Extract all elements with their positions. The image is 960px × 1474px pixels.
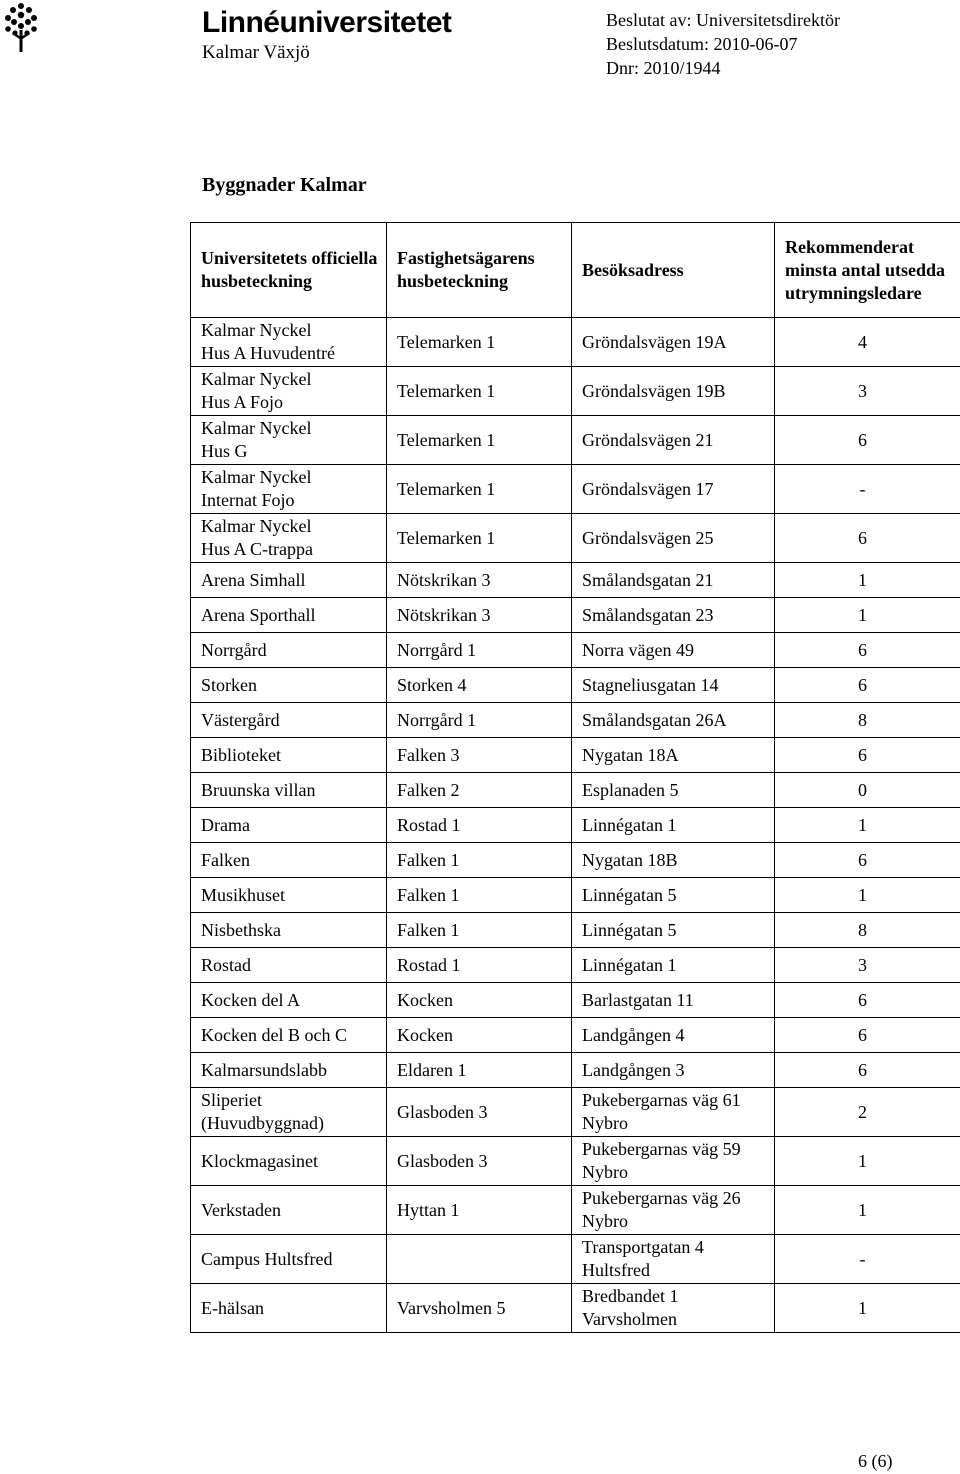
cell-address: Pukebergarnas väg 61 Nybro (572, 1088, 775, 1137)
cell-address: Linnégatan 1 (572, 948, 775, 983)
cell-property: Falken 2 (387, 773, 572, 808)
table-row (191, 1186, 960, 1235)
header-evacuation-leaders: Rekommenderat minsta antal utsedda utrymningsledare (775, 223, 960, 318)
cell-address: Smålandsgatan 23 (572, 598, 775, 633)
cell-count: 3 (775, 367, 960, 416)
cell-property: Telemarken 1 (387, 514, 572, 563)
cell-address: Esplanaden 5 (572, 773, 775, 808)
cell-property: Storken 4 (387, 668, 572, 703)
cell-property: Kocken (387, 983, 572, 1018)
cell-count: 4 (775, 318, 960, 367)
cell-count: 1 (775, 598, 960, 633)
tree-logo-icon (2, 0, 40, 56)
cell-address: Linnégatan 5 (572, 913, 775, 948)
cell-address: Nygatan 18B (572, 843, 775, 878)
cell-property: Glasboden 3 (387, 1137, 572, 1186)
cell-count: 6 (775, 1018, 960, 1053)
cell-count: 1 (775, 1284, 960, 1333)
cell-property: Telemarken 1 (387, 465, 572, 514)
cell-building: Musikhuset (191, 878, 387, 913)
cell-property: Rostad 1 (387, 808, 572, 843)
table-row (191, 563, 960, 598)
cell-property: Telemarken 1 (387, 367, 572, 416)
cell-address: Landgången 4 (572, 1018, 775, 1053)
cell-building: Nisbethska (191, 913, 387, 948)
cell-count: 6 (775, 514, 960, 563)
cell-address: Transportgatan 4 Hultsfred (572, 1235, 775, 1284)
table-row (191, 1053, 960, 1088)
cell-property: Varvsholmen 5 (387, 1284, 572, 1333)
cell-count: 1 (775, 808, 960, 843)
cell-building: Biblioteket (191, 738, 387, 773)
cell-count: 6 (775, 668, 960, 703)
table-row (191, 983, 960, 1018)
table-row (191, 703, 960, 738)
cell-address: Smålandsgatan 21 (572, 563, 775, 598)
cell-address: Pukebergarnas väg 59 Nybro (572, 1137, 775, 1186)
cell-address: Gröndalsvägen 25 (572, 514, 775, 563)
cell-address: Stagneliusgatan 14 (572, 668, 775, 703)
cell-building: Kalmar Nyckel Hus A Huvudentré (191, 318, 387, 367)
cell-count: 1 (775, 563, 960, 598)
cell-property: Telemarken 1 (387, 416, 572, 465)
cell-building: Norrgård (191, 633, 387, 668)
decision-meta (606, 8, 840, 80)
header-visiting-address: Besöksadress (572, 223, 775, 318)
table-row (191, 514, 960, 563)
cell-address: Linnégatan 5 (572, 878, 775, 913)
logo-cities: Kalmar Växjö (202, 42, 310, 63)
page-number: 6 (6) (858, 1451, 893, 1471)
cell-count: 1 (775, 1137, 960, 1186)
cell-property: Norrgård 1 (387, 703, 572, 738)
table-row (191, 808, 960, 843)
cell-building: Kalmar Nyckel Hus G (191, 416, 387, 465)
cell-address: Barlastgatan 11 (572, 983, 775, 1018)
cell-property: Hyttan 1 (387, 1186, 572, 1235)
cell-count: 1 (775, 1186, 960, 1235)
cell-building: Kalmar Nyckel Hus A C-trappa (191, 514, 387, 563)
cell-count: 3 (775, 948, 960, 983)
table-row (191, 1235, 960, 1284)
cell-building: Sliperiet (Huvudbyggnad) (191, 1088, 387, 1137)
cell-count: 6 (775, 843, 960, 878)
cell-count: 6 (775, 983, 960, 1018)
section-title: Byggnader Kalmar (202, 174, 367, 196)
table-row (191, 843, 960, 878)
cell-count: 2 (775, 1088, 960, 1137)
table-row (191, 598, 960, 633)
cell-property: Nötskrikan 3 (387, 563, 572, 598)
cell-property: Falken 3 (387, 738, 572, 773)
cell-building: Falken (191, 843, 387, 878)
cell-building: Bruunska villan (191, 773, 387, 808)
cell-building: Västergård (191, 703, 387, 738)
cell-address: Smålandsgatan 26A (572, 703, 775, 738)
buildings-table (190, 222, 960, 1333)
cell-property (387, 1235, 572, 1284)
decision-date: Beslutsdatum: 2010-06-07 (606, 34, 798, 54)
cell-property: Nötskrikan 3 (387, 598, 572, 633)
logo-name: Linnéuniversitetet (202, 6, 452, 39)
header-official-building-id: Universitetets officiella husbeteckning (191, 223, 387, 318)
cell-count: 6 (775, 738, 960, 773)
table-row (191, 633, 960, 668)
cell-count: 8 (775, 913, 960, 948)
table-row (191, 1018, 960, 1053)
cell-address: Pukebergarnas väg 26 Nybro (572, 1186, 775, 1235)
cell-building: Drama (191, 808, 387, 843)
cell-property: Rostad 1 (387, 948, 572, 983)
table-row (191, 878, 960, 913)
cell-address: Norra vägen 49 (572, 633, 775, 668)
cell-address: Gröndalsvägen 21 (572, 416, 775, 465)
cell-building: Kalmar Nyckel Hus A Fojo (191, 367, 387, 416)
table-row (191, 367, 960, 416)
cell-address: Gröndalsvägen 19A (572, 318, 775, 367)
cell-address: Linnégatan 1 (572, 808, 775, 843)
cell-property: Telemarken 1 (387, 318, 572, 367)
table-row (191, 668, 960, 703)
table-body (191, 318, 960, 1333)
cell-address: Gröndalsvägen 17 (572, 465, 775, 514)
cell-building: Kocken del A (191, 983, 387, 1018)
cell-building: Arena Sporthall (191, 598, 387, 633)
table-row (191, 1088, 960, 1137)
table-row (191, 948, 960, 983)
table-row (191, 738, 960, 773)
cell-address: Landgången 3 (572, 1053, 775, 1088)
cell-building: Rostad (191, 948, 387, 983)
cell-property: Falken 1 (387, 878, 572, 913)
table-row (191, 913, 960, 948)
cell-property: Kocken (387, 1018, 572, 1053)
cell-building: Arena Simhall (191, 563, 387, 598)
cell-count: - (775, 465, 960, 514)
document-header (0, 0, 960, 90)
cell-property: Falken 1 (387, 843, 572, 878)
table-row (191, 416, 960, 465)
cell-building: Klockmagasinet (191, 1137, 387, 1186)
table-row (191, 465, 960, 514)
cell-building: Verkstaden (191, 1186, 387, 1235)
cell-count: 8 (775, 703, 960, 738)
cell-count: 1 (775, 878, 960, 913)
table-row (191, 1284, 960, 1333)
table-header-row (191, 223, 960, 318)
cell-building: E-hälsan (191, 1284, 387, 1333)
cell-property: Norrgård 1 (387, 633, 572, 668)
cell-property: Eldaren 1 (387, 1053, 572, 1088)
table-row (191, 318, 960, 367)
cell-count: 6 (775, 633, 960, 668)
cell-address: Gröndalsvägen 19B (572, 367, 775, 416)
reference-number: Dnr: 2010/1944 (606, 58, 721, 78)
cell-building: Kocken del B och C (191, 1018, 387, 1053)
cell-building: Storken (191, 668, 387, 703)
cell-property: Falken 1 (387, 913, 572, 948)
cell-building: Campus Hultsfred (191, 1235, 387, 1284)
cell-building: Kalmar Nyckel Internat Fojo (191, 465, 387, 514)
cell-address: Nygatan 18A (572, 738, 775, 773)
cell-address: Bredbandet 1 Varvsholmen (572, 1284, 775, 1333)
table-row (191, 1137, 960, 1186)
cell-count: 6 (775, 1053, 960, 1088)
cell-count: 6 (775, 416, 960, 465)
cell-property: Glasboden 3 (387, 1088, 572, 1137)
header-owner-building-id: Fastighetsägarens husbeteckning (387, 223, 572, 318)
cell-building: Kalmarsundslabb (191, 1053, 387, 1088)
decided-by: Beslutat av: Universitetsdirektör (606, 10, 840, 30)
table-row (191, 773, 960, 808)
cell-count: 0 (775, 773, 960, 808)
cell-count: - (775, 1235, 960, 1284)
